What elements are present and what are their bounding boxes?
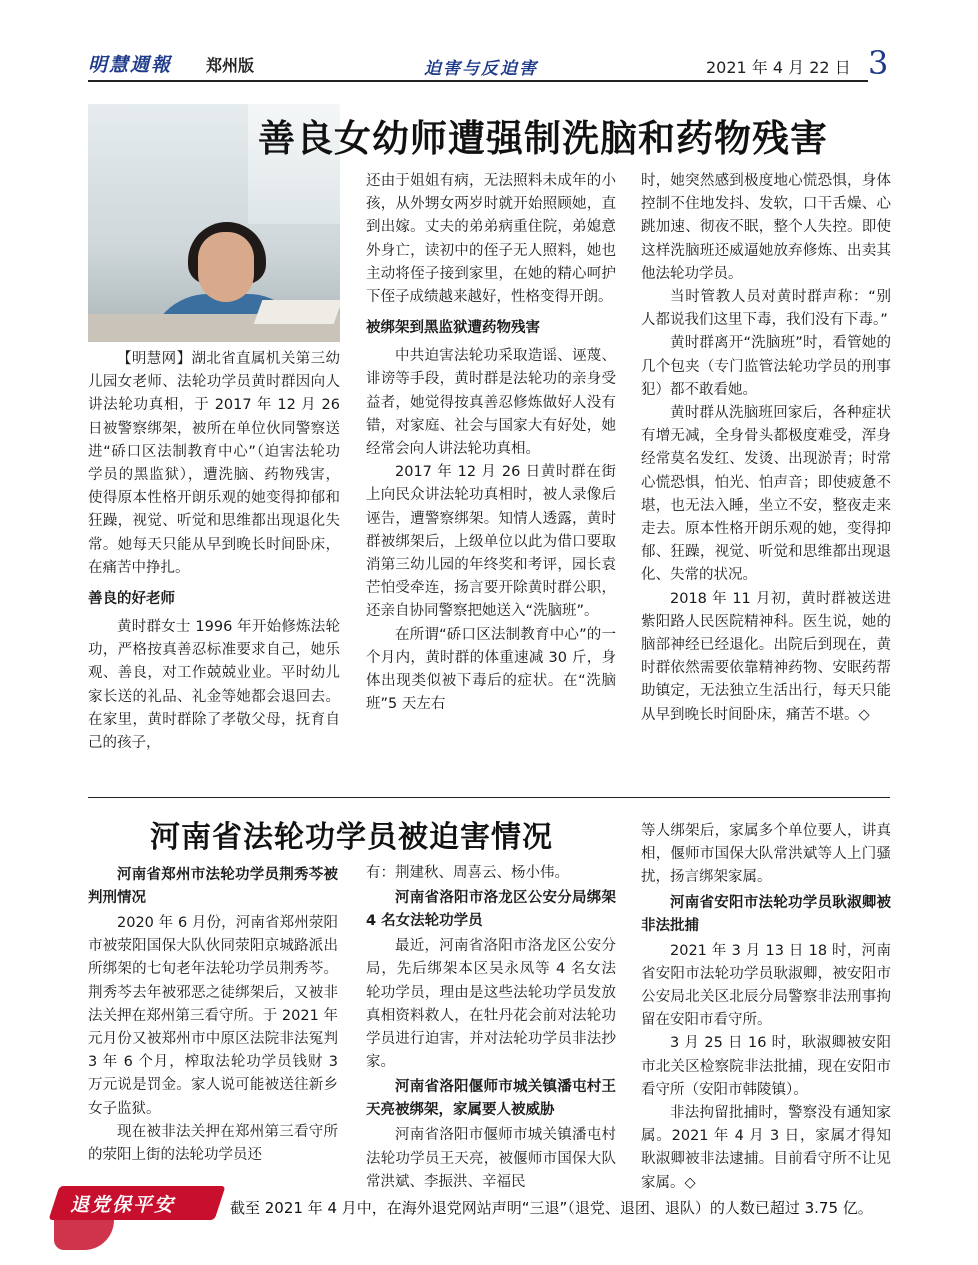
article1-paragraph: 黄时群离开“洗脑班”时，看管她的几个包夹（专门监管法轮功学员的刑事犯）都不敢看她。 — [641, 335, 891, 398]
photo-person-face — [198, 232, 254, 302]
paper-name: 明慧週報 — [88, 54, 173, 76]
article1-paragraph: 时，她突然感到极度地心慌恐惧，身体控制不住地发抖、发软，口干舌燥、心跳加速、彻夜不眠，整个人失控。即使这样洗脑班还威逼她放弃修炼、出卖其他法轮功学员。 — [641, 173, 891, 282]
article2-paragraph: 2020 年 6 月份，河南省郑州荥阳市被荥阳国保大队伙同荥阳京城路派出所绑架的七旬老年法轮功学员荆秀芩。荆秀芩去年被邪恶之徒绑架后，又被非法关押在郑州第三看守所。于 2021 年元月份又被郑州市中原区法院非法冤判 3 年 6 个月，榨取法轮功学员钱财 3 万元说是罚金。家人说可能被送往新乡女子监狱。 — [88, 915, 338, 1117]
article2-subheading: 河南省郑州市法轮功学员荆秀芩被判刑情况 — [88, 867, 338, 906]
article1-paragraph: 还由于姐姐有病，无法照料未成年的小孩，从外甥女两岁时就开始照顾她，直到出嫁。丈夫的弟弟病重住院，弟媳意外身亡，读初中的侄子无人照料，她也主动将侄子接到家里，在她的精心呵护下侄子成绩越来越好，性格变得开朗。 — [366, 173, 616, 306]
article1-lead: 【明慧网】湖北省直属机关第三幼儿园女老师、法轮功学员黄时群因向人讲法轮功真相，于 2017 年 12 月 26 日被警察绑架，被所在单位伙同警察送进“硚口区法制教育中心”（迫害法轮功学员的黑监狱），遭洗脑、药物残害，使得原本性格开朗乐观的她变得抑郁和狂躁，视觉、听觉和思维都出现退化失常。她每天只能从早到晚长时间卧床，在痛苦中挣扎。 — [88, 351, 340, 576]
section-title: 迫害与反迫害 — [424, 59, 538, 79]
article1-paragraph: 2018 年 11 月初，黄时群被送进紫阳路人民医院精神科。医生说，她的脑部神经已经退化。出院后到现在，黄时群依然需要依靠精神药物、安眠药帮助镇定，无法独立生活出行，每天只能从早到晚长时间卧床，痛苦不堪。◇ — [641, 590, 891, 723]
issue-date: 2021 年 4 月 22 日 — [706, 58, 851, 77]
article2-subheading: 河南省洛阳偃师市城关镇潘屯村王天亮被绑架，家属要人被威胁 — [366, 1079, 616, 1119]
article1-paragraph: 中共迫害法轮功采取造谣、诬蔑、诽谤等手段，黄时群是法轮功的亲身受益者，她觉得按真善忍修炼做好人没有错，对家庭、社会与国家大有好处，她经常会向人讲法轮功真相。 — [366, 348, 616, 458]
page-number: 3 — [868, 44, 889, 82]
footer-badge-label: 退党保平安 — [70, 1194, 176, 1216]
article2-subheading: 河南省洛阳市洛龙区公安分局绑架 4 名女法轮功学员 — [366, 890, 616, 930]
article1-paragraph: 黄时群女士 1996 年开始修炼法轮功，严格按真善忍标准要求自己，她乐观、善良，对工作兢兢业业。平时幼儿家长送的礼品、礼金等她都会退回去。在家里，黄时群除了孝敬父母，抚育自己的孩子， — [88, 619, 340, 752]
article1-title: 善良女幼师遭强制洗脑和药物残害 — [258, 117, 828, 160]
header-rule — [88, 80, 868, 82]
photo-keyboard — [254, 300, 340, 324]
article1-paragraph: 黄时群从洗脑班回家后，各种症状有增无减，全身骨头都极度难受，浑身经常莫名发红、发烫、出现淤青；时常心慌恐惧，怕光、怕声音；即使疲惫不堪，也无法入睡，坐立不安，整夜走来走去。原本性格开朗乐观的她，变得抑郁、狂躁，视觉、听觉和思维都出现退化、失常的状况。 — [641, 405, 891, 584]
article2-paragraph: 河南省洛阳市偃师市城关镇潘屯村法轮功学员王天亮，被偃师市国保大队常洪斌、李振洪、辛福民 — [366, 1127, 616, 1190]
footer-notice: 截至 2021 年 4 月中，在海外退党网站声明“三退”（退党、退团、退队）的人数已超过 3.75 亿。 — [230, 1199, 873, 1217]
article2-column-2 — [366, 862, 616, 1194]
edition-label: 郑州版 — [206, 56, 255, 75]
article1-subheading-2: 被绑架到黑监狱遭药物残害 — [366, 320, 540, 337]
article1-paragraph: 2017 年 12 月 26 日黄时群在街上向民众讲法轮功真相时，被人录像后诬告，遭警察绑架。知情人透露，黄时群被绑架后，上级单位以此为借口要取消第三幼儿园的年终奖和考评，园长袁芒怕受牵连，扬言要开除黄时群公职，还亲自协同警察把她送入“洗脑班”。 — [366, 464, 616, 620]
footer-ribbon-tail — [54, 1218, 114, 1250]
article-divider — [88, 797, 890, 798]
article2-paragraph: 3 月 25 日 16 时，耿淑卿被安阳市北关区检察院非法批捕，现在安阳市看守所（安阳市韩陵镇）。 — [641, 1035, 891, 1098]
article1-paragraph: 在所谓“硚口区法制教育中心”的一个月内，黄时群的体重速减 30 斤，身体出现类似被下毒后的症状。在“洗脑班”5 天左右 — [366, 626, 616, 713]
article2-paragraph: 2021 年 3 月 13 日 18 时，河南省安阳市法轮功学员耿淑卿，被安阳市公安局北关区北辰分局警察非法刑事拘留在安阳市看守所。 — [641, 942, 891, 1029]
article2-paragraph: 现在被非法关押在郑州第三看守所的荥阳上街的法轮功学员还 — [88, 1123, 338, 1164]
article2-column-1 — [88, 862, 338, 1167]
article2-title: 河南省法轮功学员被迫害情况 — [150, 820, 553, 855]
article2-subheading: 河南省安阳市法轮功学员耿淑卿被非法批捕 — [641, 894, 891, 934]
article1-column-3 — [641, 170, 891, 727]
article1-column-2 — [366, 170, 616, 716]
article2-paragraph: 最近，河南省洛阳市洛龙区公安分局，先后绑架本区吴永凤等 4 名女法轮功学员，理由是这些法轮功学员发放真相资料救人，在牡丹花会前对法轮功学员进行迫害，并对法轮功学员非法抄家。 — [366, 938, 616, 1071]
article2-paragraph: 有：荆建秋、周喜云、杨小伟。 — [366, 865, 569, 881]
article1-subheading-1: 善良的好老师 — [88, 591, 175, 608]
article2-column-3 — [641, 820, 891, 1195]
article1-paragraph: 当时管教人员对黄时群声称：“别人都说我们这里下毒，我们没有下毒。” — [641, 289, 891, 329]
article2-paragraph: 非法拘留批捕时，警察没有通知家属。2021 年 4 月 3 日，家属才得知耿淑卿被非法逮捕。目前看守所不让见家属。◇ — [641, 1105, 891, 1191]
article2-paragraph: 等人绑架后，家属多个单位要人，讲真相，偃师市国保大队常洪斌等人上门骚扰，扬言绑架家属。 — [641, 823, 891, 886]
article1-column-1 — [88, 348, 340, 755]
